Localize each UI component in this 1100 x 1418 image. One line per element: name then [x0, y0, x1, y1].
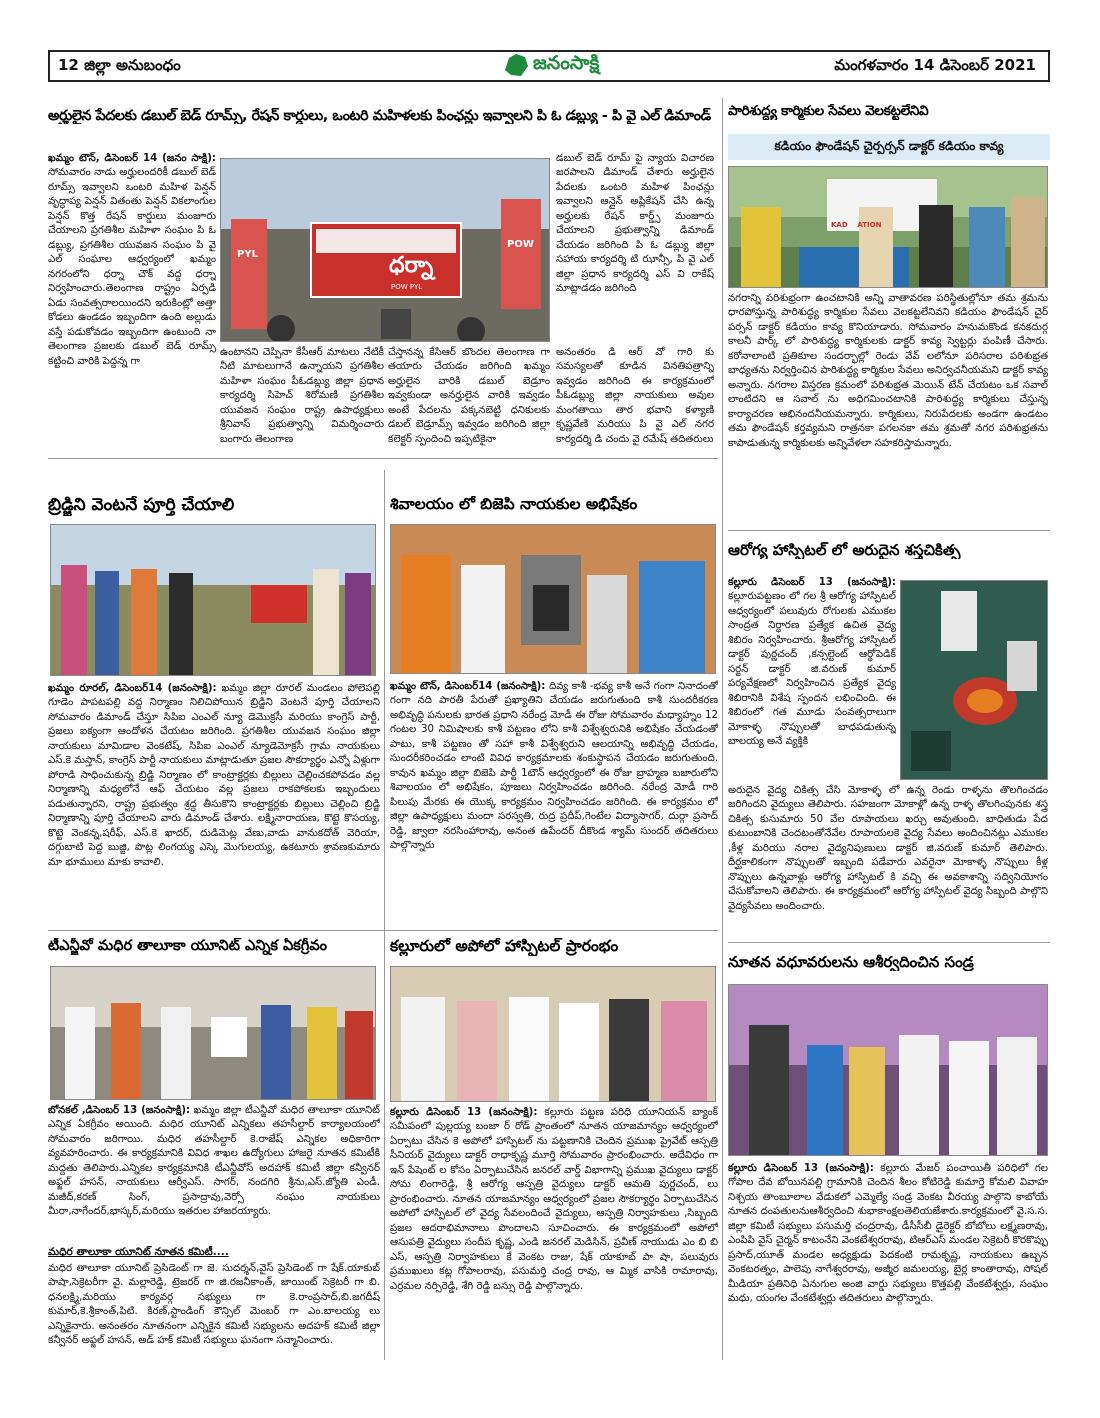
- article-3-headline: బ్రిడ్జిని వెంటనే పూర్తి చేయాలి: [48, 496, 235, 515]
- article-1-text-4: చేస్తానన్న కేసిఆర్ బొందల తెలంగాణ గా తయారు చేయడం జరిగింది ఖమ్మం అర్హులైన వారికి డబుల్ బెడ్రూం ఇవ్వకుండా అనర్హులైన వారికి ఇవ్వడం అంటే పేదలను పక్కనబెట్టి ధనికులకు డబల్ బెడ్రూమ్స్ ఇవ్వడం జరిగింది జిల్లా కలెక్టర్ స్పందించి ఇప్పటికైనా: [388, 347, 550, 445]
- article-1-col-2: [220, 346, 384, 450]
- article-6-subhead: మధిర తాలూకా యూనిట్ నూతన కమిటీ....: [48, 1246, 229, 1258]
- article-5-text-top: కల్లూరుపట్టణం లో గల శ్రీ ఆరోగ్య హాస్పిటల్ ఆధ్వర్యంలో పలువురు రోగులకు ఎముకల సాంద్రత నిర్ధారణ ప్రత్యేక ఉచిత వైద్య శిబిరం నిర్వహించారు. శ్రీఆరోగ్య హాస్పిటల్ డాక్టర్ పుర్ణచంద్ ,కన్సల్టెంట్ ఆర్థోపెడిక్ సర్జన్ డాక్టర్ జి.వరుణ్ కుమార్ పర్యవేక్షణలో నిర్వహించిన ప్రత్యేక వైద్య శిబిరానికి విశేష స్పందన లభించింది. ఈ శిబిరంలో గత మూడు సంవత్సరాలుగా మోకాళ్ళ నొప్పులతో బాధపడుతున్న బాలయ్య అనే వ్యక్తికి: [728, 591, 896, 748]
- article-4-headline: శివాలయం లో బిజెపి నాయకుల అభిషేకం: [390, 496, 638, 513]
- article-8-headline: నూతన వధూవరులను ఆశీర్వదించిన సండ్ర: [728, 954, 974, 971]
- article-4-photo: [390, 524, 716, 674]
- article-6-body-2: [48, 1262, 380, 1368]
- photo-2-banner-text: KAD ATION: [831, 221, 882, 229]
- article-7-body: [390, 1106, 718, 1368]
- article-2-headline: పారిశుద్ధ్య కార్మికుల సేవలు వెలకట్టలేనివి: [728, 104, 929, 119]
- article-1-photo: [220, 158, 550, 342]
- article-2-text: నగరాన్ని పరిశుభ్రంగా ఉంచటానికి అన్ని వాతావరణ పరిస్థితుల్లోనూ తమ శ్రమను ధారపోస్తున్న పారిశుద్ధ్య కార్మికుల సేవలు వెలకట్టలేనివని కడియం ఫౌండేషన్ చైర్ పర్సన్ డాక్టర్ కడియం కావ్య కొనియాడారు. సోమవారం హనుమకొండ కనకదుర్గ కాలనీ పార్క్ లో పారిశుద్ధ్య కార్మికులకు డాక్టర్ కావ్య స్వెట్టర్లు పంపిణీ చేసారు. కరోనాలాంటి ప్రతికూల సందర్భాల్లో రెండు వేవ్ లలోనూ పరిసరాల పరిశుభ్రత బాధ్యతను నిర్వర్తించిన పారిశుద్ధ్య కార్మికుల సేవలు అనిర్వచనీయమని డాక్టర్ కావ్య అన్నారు. నగరాల విస్తరణ క్రమంలో పరిశుభ్రత మెయిన్ టేన్ చేయటం ఒక సవాల్ లాంటిదని ఆ సవాల్ ను అధిగమించటానికి పారిశుద్ధ్య కార్మికులు చేస్తున్న కార్యాచరణ అభినందనీయమన్నారు. కార్మికులు, నిరుపేదలకు అండగా ఉండటం తమ ఫౌండేషన్ కర్తవ్యమని రాత్రనకా పగలనకా తమ శ్రమతో నగర పరిశుభ్రతను కాపాడుతున్న కార్మికులకు అన్నివేళలా సహకరిస్తామన్నారు.: [728, 293, 1048, 449]
- article-6-headline: టీఎన్జీవో మధిర తాలూకా యూనిట్ ఎన్నిక ఏకగ్రీవం: [48, 938, 327, 954]
- article-6-body: [48, 1104, 380, 1244]
- article-1-col-1: [48, 152, 216, 450]
- masthead-title: జనంసాక్షి: [533, 52, 600, 74]
- article-8-dateline: కల్లూరు డిసెంబర్ 13 (జనంసాక్షి):: [728, 1163, 874, 1174]
- article-1-text-2: ఉంటానని చెప్పినా కేసీఆర్ మాటలు నేటికీ నీటి మాటలుగానే ఉన్నాయని ప్రగతిశీల మహిళా సంఘం పీఓడబ్ల్యు జిల్లా ప్రధాన కార్యదర్శి సిహెచ్ శిరోమణి ప్రగతిశీల యువజన సంఘం రాష్ట్ర ఉపాధ్యక్షులు శ్రీనివాస్ ప్రభుత్వాన్ని విమర్శించారు బంగారు తెలంగాణ: [220, 347, 384, 445]
- article-4-body: [390, 680, 718, 928]
- article-1-headline: అర్హులైన పేదలకు డబుల్ బెడ్ రూమ్స్, రేషన్ కార్డులు, ఒంటరి మహిళలకు పింఛన్లు ఇవ్వాలని పి ఓ డబ్ల్యు - పి వై ఎల్ డిమాండ్: [48, 108, 711, 124]
- photo-1-flag-right: POW: [507, 239, 534, 250]
- article-1-text-1: సోమవారం నాడు అర్హులందరికీ డబుల్ బెడ్ రూమ్స్ ఇవ్వాలని ఒంటరి మహిళ పెన్షన్ వృద్ధాప్య పెన్షన్ వితంతు పెన్షన్ వికలాంగుల పెన్షన్ కొత్త రేషన్ కార్డులు మంజూరు చేయాలని ప్రగతిశీల మహిళా సంఘం పి ఓ డబ్ల్యు, ప్రగతిశీల యువజన సంఘం పి వై ఎల్ సంఘాల ఆధ్వర్యంలో ఖమ్మం నగరంలోని ధర్నా చౌక్ వద్ద ధర్నా నిర్వహించారు.తెలంగాణ రాష్ట్రం ఏర్పడి ఏడు సంవత్సరాలయిందని ఇరుకింట్లో అత్తా కోడలు ఉండడం ఇబ్బందిగా ఉంది అల్లుడు వస్తే పడుకోవడం ఇబ్బందిగా ఉంటుంది నా తెలంగాణ ప్రజలకు డబుల్ బెడ్ రూమ్స్ కట్టించి వారికి పెద్దన్న గా: [48, 167, 216, 367]
- article-5-body-bottom: [728, 784, 1048, 934]
- article-5-headline: ఆరోగ్య హాస్పిటల్ లో అరుదైన శస్త్రచికిత్స: [728, 542, 961, 559]
- article-3-text: ఖమ్మం జిల్లా రూరల్ మండలం పోలెపల్లి గూడెం పాపటపల్లి వద్ద నిర్మాణం నిలిచిపోయిన బ్రిడ్జిని వెంటనే పూర్తి చేయాలని సోమవారం డిమాండ్ చేస్తూ సిపిఐ ఎంఎల్ న్యూ డెమొక్రసీ మరియు కాంగ్రెస్ పార్టీ, ప్రజలు ఐక్యంగా ఆందోళన చేయటం జరిగింది. ప్రగతిశీల యువజన సంఘం జిల్లా నాయకులు మామిడాల వెంకటేష్, సిపిఐ ఎంఎల్ న్యూడెమోక్రసీ గ్రామ నాయకులు ఎస్.కె మస్తాన్, కాంగ్రెస్ పార్టీ నాయకులు మాట్లాడుతూ ప్రజల సౌకర్యార్థం ఎన్నో ఏళ్లుగా పోరాడి సాధించుకున్న బ్రిడ్జి నిర్మాణం లో కాంట్రాక్టర్లకు బిల్లులు చెల్లించకపోవడం వల్ల నిర్మాణాన్ని మధ్యలోనే ఆఫ్ చేయటం వల్ల ప్రజలు రాకపోకలకు ఇబ్బందులు పడుతున్నారని, రాష్ట్ర ప్రభుత్వం శ్రద్ధ తీసుకొని కాంట్రాక్టర్లకు బిల్లులు చెల్లించి బ్రిడ్జి నిర్మాణాన్ని పూర్తి చేయాలని వారు డిమాండ్ చేశారు. లక్ష్మినారాయణ, కొట్టె కొసయ్య, కొట్టె వెంకన్న,షరీఫ్, ఎస్.కె ఖాదర్, దుడిమెట్ల వేణు,వాడు వానుకదోత్ వెరియా, దగ్గుబాటి పెద్ద బుజ్జి, పొట్ల లింగయ్య ఎస్కె మొగులయ్య, ఉకటూరు శ్రావణకుమారు మా భూములు మాకు కావాలి.: [48, 683, 380, 868]
- article-1-text-5: అనంతరం డి ఆర్ వో గారి కు సమస్యలతో కూడిన వినతిపత్రాన్ని ఇవ్వడం జరిగింది ఈ కార్యక్రమంలో పీఓడబ్ల్యు జిల్లా నాయకులు అవుల మంగతాయి తార భవాని కళ్యాణి కృష్ణవేణి మరియు పి వై ఎల్ నగర కార్యదర్శి డి చందు వై రమేష్ తదితరులు: [556, 347, 714, 445]
- photo-1-flag-left: PYL: [237, 249, 258, 260]
- masthead-map-icon: [501, 50, 531, 80]
- article-8-photo: [728, 984, 1048, 1156]
- article-6-text: ఖమ్మం జిల్లా టీఎన్జీవో మధిర తాలూకా యూనిట్ ఎన్నిక ఏకగ్రీవం అయింది. మధిర యూనిట్ ఎన్నికలు తహసీల్దార్ కార్యాలయంలో సోమవారం జరిగాయి. మధిర తహసీల్దార్ కె.రాజేష్ ఎన్నికల అధికారిగా వ్యవహరించారు. ఈ కార్యక్రమానికి వివిధ శాఖల ఉద్యోగులు హాజరై నూతన కమిటీకి మద్దతు తెలిపారు.ఎన్నికల కార్యక్రమానికి టీఎన్జీవోస్ అదహాక్ కమిటీ జిల్లా కన్వీనర్ అఫ్జల్ హసన్, నాయకులు ఆర్వీఎస్. సాగర్, నందగిరి శ్రీను,ఎస్.జ్యోతి ఎండీ. మజీద్,కరణ్ సింగ్, ప్రసాద్రావు,వెర్సో నంఘం నాయకులు మీరా,నాగేందర్,భాస్కర్,మరియు ఇతరుల హాజరయ్యారు.: [48, 1105, 380, 1218]
- article-5-text-bottom: అరుదైన వైద్య చికిత్స చేసి మోకాళ్ళ లో ఉన్న రెండు రాళ్ళను తొలగించడం జరిగిందని వైద్యులు తెలిపారు. సహజంగా మోకాళ్లో ఉన్న రాళ్ళ తొలగింపునకు శస్త్ర చికిత్స కుసుమారు 50 వేల రూపాయలు ఖర్చు అవుతుంది. బాధితుడు పేద కుటుంబానికి చెందటంతోనేవేల రూపాయలకె వైద్య సేవలు అందించినట్లు ఎముకల ,కీళ్ల మరియు నరాల వైద్యనిపుణులు డాక్టర్ జి.వరుణ్ కుమార్ తెలిపారు. దీర్ఘకాలికంగా నొప్పులతో ఇబ్బంది పడేవారు ఎవరైనా మోకాళ్ళ నొప్పులు కీళ్ల నొప్పులు ఉన్నవాళ్లు ఆరోగ్య హాస్పిటల్ కి వచ్చి ఈ అవకాశాన్ని సద్వినియోగం చేసుకోవాలని తెలిపారు. ఈ కార్యక్రమంలో ఆరోగ్య హాస్పిటల్ వైద్య సిబ్బంది పాల్గొని వైద్యసేవలు అందించారు.: [728, 785, 1048, 912]
- article-1-col-4: [388, 346, 550, 450]
- article-7-text: కల్లూరు పట్టణ పరిధి యూనియన్ బ్యాంక్ సమీపంలో పుల్లయ్య బంజా ర్ రోడ్ ప్రాంతంలో నూతన యాజమాన్యం ఆధ్వర్యంలో ఏర్పాటు చేసిన కె అపోలో హాస్పిటల్ ను పట్టణానికి చెందిన ప్రముఖ ప్రైవేట్ ఆస్పత్రి సీనియర్ వైద్యులు డాక్టర్ రాధాకృష్ణ మూర్తి సోమవారం ప్రారంభించారు. అదేవిధం గా ఇన్ పేషెంట్ ల కోసం ఏర్పాటుచేసిన జనరల్ వార్డ్ విభాగాన్ని ప్రముఖ వైద్యులు డాక్టర్ సోమ లింగారెడ్డి, శ్రీ ఆరోగ్య ఆస్పత్రి వైద్యులు డాక్టర్ ఆమతి పుర్ణచంద్, లు ప్రారంభించారు. నూతన యాజమాన్యం ఆధ్వర్యంలో ప్రజల సౌకర్యార్థం ఏర్పాటుచేసిన అపోలో హాస్పిటల్ లో వైద్య సేవలందించే వైద్యులు, ఆస్పత్రి నిర్వాహకులు ,సిబ్బంది ప్రజల ఆదరాభిమానాలు పొందాలని సూచించారు. ఈ కార్యక్రమంలో అపోలో ఆసుపత్రి వైద్యులు సందీప కృష్ణ, ఎండి జనరల్ మెడిసిన్, ప్రవీణ్ నాయుడు ఎం బి బి ఎస్, ఆస్పత్రి నిర్వాహకులు కే వెంకట రాజు, షేక్ యాకూబ్ పా షా, పలువురు ప్రముఖులు కట్ల గోపాలరావు, పసుమర్తి చంద్ర రావు, ఆ మ్మిక వాసికి రామారావు, ఎర్రమల నర్సిరెడ్డి, శేగి రెడ్డి బస్సు రెడ్డి పాల్గొన్నారు.: [390, 1107, 718, 1292]
- article-8-body: [728, 1162, 1048, 1368]
- article-3-photo: [50, 524, 376, 676]
- article-7-headline: కల్లూరులో అపోలో హాస్పిటల్ ప్రారంభం: [390, 938, 619, 955]
- page-date: మంగళవారం 14 డిసెంబర్ 2021: [834, 56, 1036, 74]
- article-7-dateline: కల్లూరు డిసెంబర్ 13 (జనంసాక్షి):: [390, 1107, 538, 1118]
- article-5-photo: [900, 580, 1048, 780]
- page-label: 12 జిల్లా అనుబంధం: [58, 56, 181, 74]
- article-6-photo: [50, 966, 376, 1100]
- article-1-dateline: ఖమ్మం టౌన్, డిసెంబర్ 14 (జనం సాక్షి):: [48, 153, 216, 164]
- article-1-col-3: [556, 152, 714, 342]
- article-5-dateline: కల్లూరు డిసెంబర్ 13 (జనంసాక్షి):: [728, 577, 896, 588]
- article-1-text-3: డబుల్ బెడ్ రూమ్ పై న్యాయ విచారణ జరపాలని డిమాండ్ చేశారు అర్హులైన పేదలకు ఒంటరి మహిళ పింఛన్లు ఇవ్వాలని ఆన్లైన్ అప్లికేషన్ చేసి ఉన్న అర్హులకు రేషన్ కార్డ్స్ మంజూరు చేయాలని ప్రభుత్వాన్ని డిమాండ్ చేయడం జరిగింది పి ఓ డబ్ల్యు జిల్లా సహాయ కార్యదర్శి టి ఝాన్సీ, పి వై ఎల్ జిల్లా ప్రధాన కార్యదర్శి ఎస్ వి రాకేష్ మాట్లాడడం జరిగింది: [556, 153, 714, 295]
- article-7-photo: [390, 966, 716, 1102]
- article-2-photo: [728, 166, 1048, 288]
- article-4-dateline: ఖమ్మం టౌన్, డిసెంబర్14 (జనంసాక్షి):: [390, 681, 546, 692]
- article-2-subheadline: కడియం ఫౌండేషన్ చైర్పర్సన్ డాక్టర్ కడియం కావ్య: [728, 134, 1050, 160]
- article-6-text-2: మధిర తాలూకా యూనిట్ ప్రెసిడెంట్ గా జె. సుదర్శన్,వైస్ ప్రెసిడెంట్ గా షేక్.యాకుబ్ పాషా,సెక్రెటరీగా వై. మల్లారెడ్డి, ట్రెజరర్ గా జి.రజనీకాంత్, జాయింట్ సెక్రెటరీ గా బి. ధనలక్ష్మి,మరియు కార్యవర్గ సభ్యులు గా కె.రాంప్రసాద్,బి.జగదీష్ కుమార్,కె.శ్రీకాంత్,పిటి. కిరణ్,స్టాండింగ్ కౌన్సిల్ మెంబర్ గా ఎం.బాలయ్య లు ఎన్నికైనారు. అనంతరం నూతనంగా ఎన్నికైన కమిటీ సభ్యులను అదహక్ కమిటీ జిల్లా కన్వీనర్ అఫ్జల్ హసన్, అడ్ హక్ కమిటీ సభ్యులు ఘనంగా సన్మానించారు.: [48, 1263, 380, 1347]
- article-3-body: [48, 682, 380, 928]
- article-3-dateline: ఖమ్మం రూరల్, డిసెంబర్14 (జనంసాక్షి):: [48, 683, 217, 694]
- article-4-text: దివ్య కాశీ -భవ్య కాశీ అనే గంగా నినాదంతో గంగా నది పారతీ పేరుతో ప్రఖ్యాతిని చేయడం జరుగుతుంది కాశీ సుందరీకరణ అభివృద్ధి పనులకు భారత ప్రధాని నరేంద్ర మోడీ ఈ రోజు సోమవారం మధ్యాహ్నం 12 గంటల 30 నిమిషాలకు కాశీ పట్టణం లోని కాశీ విశ్వేశ్వరునికి అభిషేకం చేయడంతో పాటు, కాశీ పట్టణం తో సహా కాశీ విశ్వేశ్వరుని ఆలయాన్ని అభివృద్ధి చేయడం, సుందరీకరించడం లాంటి వివిధ కార్యక్రమాలకు శంకుస్థాపన చేయడం జరుగుతుంది. కావున ఖమ్మం జిల్లా బిజెపి పార్టీ 1టౌన్ ఆధ్వర్యంలో ఈ రోజు బ్రాహ్మణ బజారులోని శివాలయం లో అభిషేకం, పూజలు నిర్వహించడం జరిగింది. నరేంద్ర మోడీ గారి పిలుపు మేరకు ఈ యొక్క కార్యక్రమం నిర్వహించడం జరిగింది. ఈ కార్యక్రమం లో జిల్లా ఉపాధ్యక్షులు మందా సరస్వతి, రుద్ర ప్రదీప్,గెంటేల విద్యాసాగర్, దుర్గా ప్రసాద్ రెడ్డి, జ్వాలా నరసింహారావు, అనంత ఉపేందర్ దీకొండ శ్యామ్ సుందర్ తదితరులు పాల్గొన్నారు: [390, 681, 718, 852]
- article-6-dateline: బోనకల్ ,డిసెంబర్ 13 (జనంసాక్షి):: [48, 1105, 191, 1116]
- article-1-col-5: [556, 346, 714, 450]
- article-5-body-top: [728, 576, 896, 784]
- photo-1-banner-sub: POW PYL: [391, 283, 423, 291]
- photo-1-banner-text: ధర్నా: [389, 253, 434, 278]
- article-2-body: [728, 292, 1048, 522]
- article-8-text: కల్లూరు మేజర్ పంచాయితీ పరిధిలో గల గోపాల దేవ బోయినపల్లి గ్రామానికి చెందిన శీలం కోటిరెడ్డి కుమార్తె కోమలి వివాహ నిశ్చయ తాంబూలాల వేడుకలో ఎమ్మెల్యే సండ్ర వెంకట వీరయ్య పాల్గొని కాబోయే నూతన దంపతులనుఆశీర్వదించి శుభాకాంక్షలతెలియజేశారు.కార్యక్రమంలో వై.స.స. జిల్లా కమిటీ సభ్యులు పసుమర్తి చంద్రరావు, డీసీసీబీ డైరెక్టర్ బోబోలు లక్ష్మణరావు, ఎంపిపి వైస్ చైర్మన్ కాటంనేని వెంకటేశ్వరరావు, టిఆర్ఎస్ మండల సెక్రెటరీ కొరకొప్పు ప్రసాద్,యూత్ మండల అధ్యక్షుడు పెదకంటి రామకృష్ణ, నాయకులు ఉబ్బన వెంకటరత్నం, పాలెపు నాగేశ్వరరావు, అజ్మీర జమలయ్య, బైర్ల కాంతారావు, సోషల్ మీడియా ప్రతినిధి ఏనుగుల అంజి వార్డు సభ్యులు కొత్తపల్లి వేంకటేశ్వర్లు, సంఘం మధు, యంగల వేంకటేశ్వర్లు తదితరులు పాల్గొన్నారు.: [728, 1163, 1048, 1305]
